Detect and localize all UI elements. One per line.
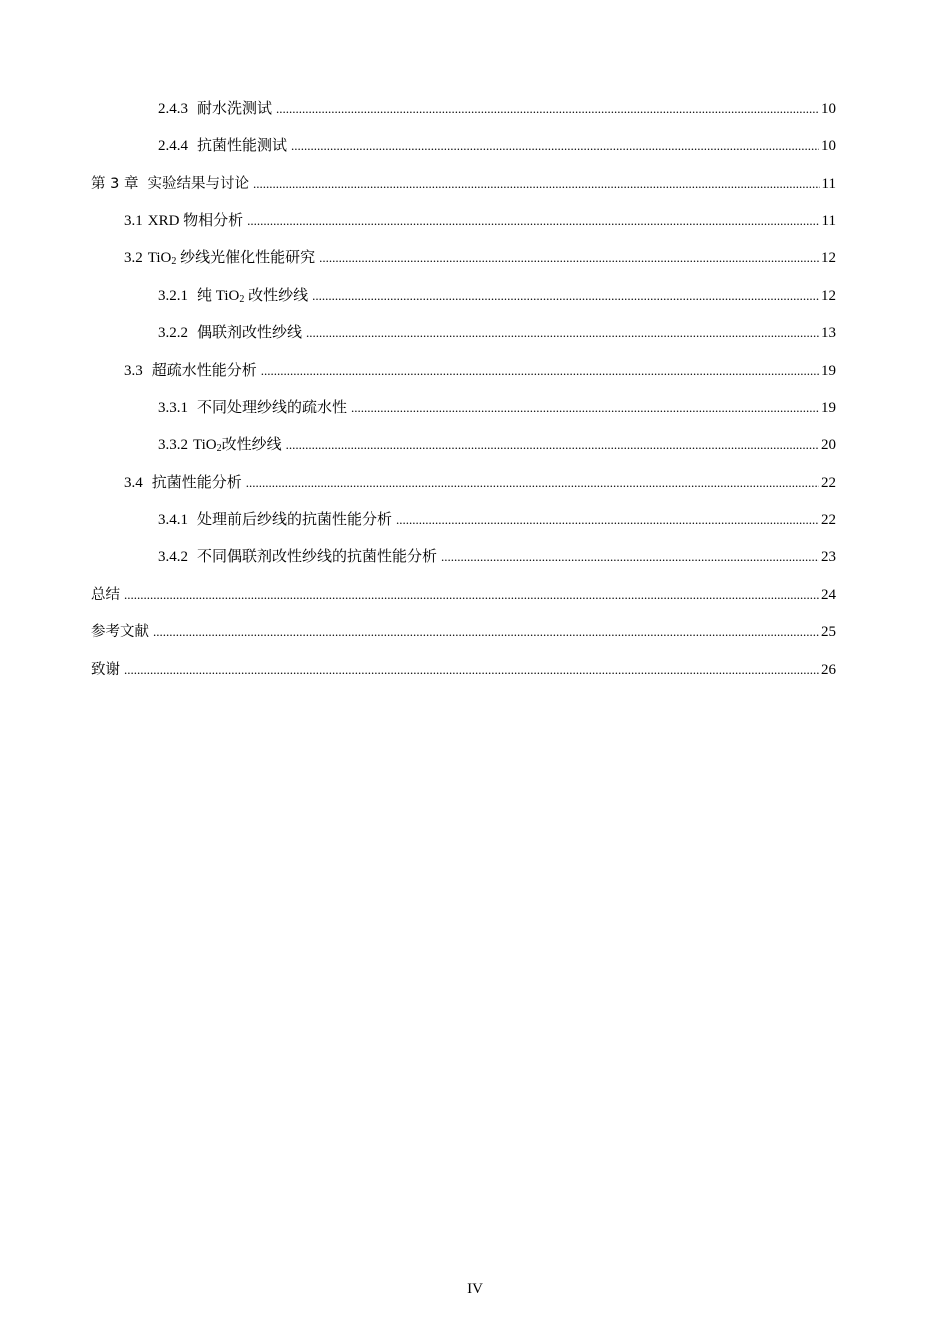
toc-entry-title: TiO$_2$改性纱线: [193, 437, 282, 454]
dot-leader: [286, 435, 819, 455]
toc-entry-3-2[interactable]: [124, 248, 836, 268]
toc-entry-title: 致谢: [91, 662, 120, 678]
toc-entry-3-3-2[interactable]: [158, 435, 836, 455]
toc-entry-title: 不同偶联剂改性纱线的抗菌性能分析: [197, 549, 438, 565]
toc-entry-3-2-1[interactable]: [158, 286, 836, 306]
toc-entry-page: 19: [821, 400, 836, 416]
toc-entry-2-4-3[interactable]: [158, 99, 836, 119]
toc-entry-number: 3.2: [124, 250, 143, 266]
dot-leader: [124, 660, 819, 680]
toc-entry-number: 3.3.2: [158, 437, 188, 453]
toc-entry-2-4-4[interactable]: [158, 136, 836, 156]
dot-leader: [319, 248, 819, 268]
toc-entry-number: 第 3 章: [91, 176, 139, 192]
toc-entry-title: 偶联剂改性纱线: [197, 325, 303, 341]
toc-entry-title: XRD 物相分析: [147, 213, 244, 229]
toc-entry-3-3[interactable]: [124, 361, 836, 381]
dot-leader: [253, 174, 820, 194]
toc-entry-3-4-2[interactable]: [158, 547, 836, 567]
toc-entry-3-3-1[interactable]: [158, 398, 836, 418]
toc-entry-title: 参考文献: [91, 624, 149, 640]
toc-entry-page: 25: [821, 624, 836, 640]
toc-entry-3-2-2[interactable]: [158, 323, 836, 343]
toc-entry-title: TiO$_2$ 纱线光催化性能研究: [147, 250, 316, 267]
toc-entry-number: 2.4.3: [158, 101, 188, 117]
toc-entry-title: 处理前后纱线的抗菌性能分析: [197, 512, 393, 528]
toc-entry-summary[interactable]: [91, 585, 836, 605]
toc-entry-title: 纯 TiO$_2$ 改性纱线: [197, 288, 309, 305]
dot-leader: [291, 136, 819, 156]
toc-entry-page: 26: [821, 662, 836, 678]
dot-leader: [312, 286, 819, 306]
toc-entry-page: 22: [821, 512, 836, 528]
toc-entry-number: 3.4: [124, 475, 143, 491]
toc-entry-title: 总结: [91, 587, 120, 603]
toc-entry-page: 20: [821, 437, 836, 453]
toc-entry-page: 19: [821, 363, 836, 379]
toc-entry-page: 12: [821, 288, 836, 304]
toc-entry-page: 10: [821, 101, 836, 117]
toc-entry-title: 抗菌性能测试: [197, 138, 288, 154]
toc-entry-title: 超疏水性能分析: [151, 363, 257, 379]
toc-entry-number: 3.1: [124, 213, 143, 229]
toc-entry-3-1[interactable]: [124, 211, 836, 231]
toc-entry-title: 抗菌性能分析: [151, 475, 242, 491]
toc-entry-page: 11: [821, 176, 836, 192]
dot-leader: [276, 99, 819, 119]
toc-entry-page: 23: [821, 549, 836, 565]
dot-leader: [441, 547, 819, 567]
dot-leader: [351, 398, 819, 418]
toc-entry-page: 11: [821, 213, 836, 229]
toc-entry-number: 3.4.2: [158, 549, 188, 565]
toc-entry-page: 10: [821, 138, 836, 154]
toc-entry-number: 2.4.4: [158, 138, 188, 154]
toc-entry-title: 实验结果与讨论: [147, 176, 249, 192]
dot-leader: [153, 622, 819, 642]
toc-entry-3-4-1[interactable]: [158, 510, 836, 530]
toc-entry-chapter-3[interactable]: [91, 174, 836, 194]
toc-entry-page: 12: [821, 250, 836, 266]
toc-entry-number: 3.3: [124, 363, 143, 379]
toc-entry-page: 22: [821, 475, 836, 491]
dot-leader: [246, 473, 819, 493]
toc-entry-title: 不同处理纱线的疏水性: [197, 400, 348, 416]
dot-leader: [396, 510, 819, 530]
toc-entry-number: 3.2.2: [158, 325, 188, 341]
dot-leader: [124, 585, 819, 605]
toc-entry-references[interactable]: [91, 622, 836, 642]
toc-entry-number: 3.3.1: [158, 400, 188, 416]
dot-leader: [247, 211, 819, 231]
toc-entry-title: 耐水洗测试: [197, 101, 273, 117]
toc-entry-number: 3.4.1: [158, 512, 188, 528]
toc-entry-number: 3.2.1: [158, 288, 188, 304]
toc-entry-3-4[interactable]: [124, 473, 836, 493]
toc-entry-page: 24: [821, 587, 836, 603]
dot-leader: [261, 361, 819, 381]
page-number: IV: [467, 1281, 483, 1297]
dot-leader: [306, 323, 819, 343]
toc-entry-page: 13: [821, 325, 836, 341]
toc-entry-acknowledgements[interactable]: [91, 660, 836, 680]
